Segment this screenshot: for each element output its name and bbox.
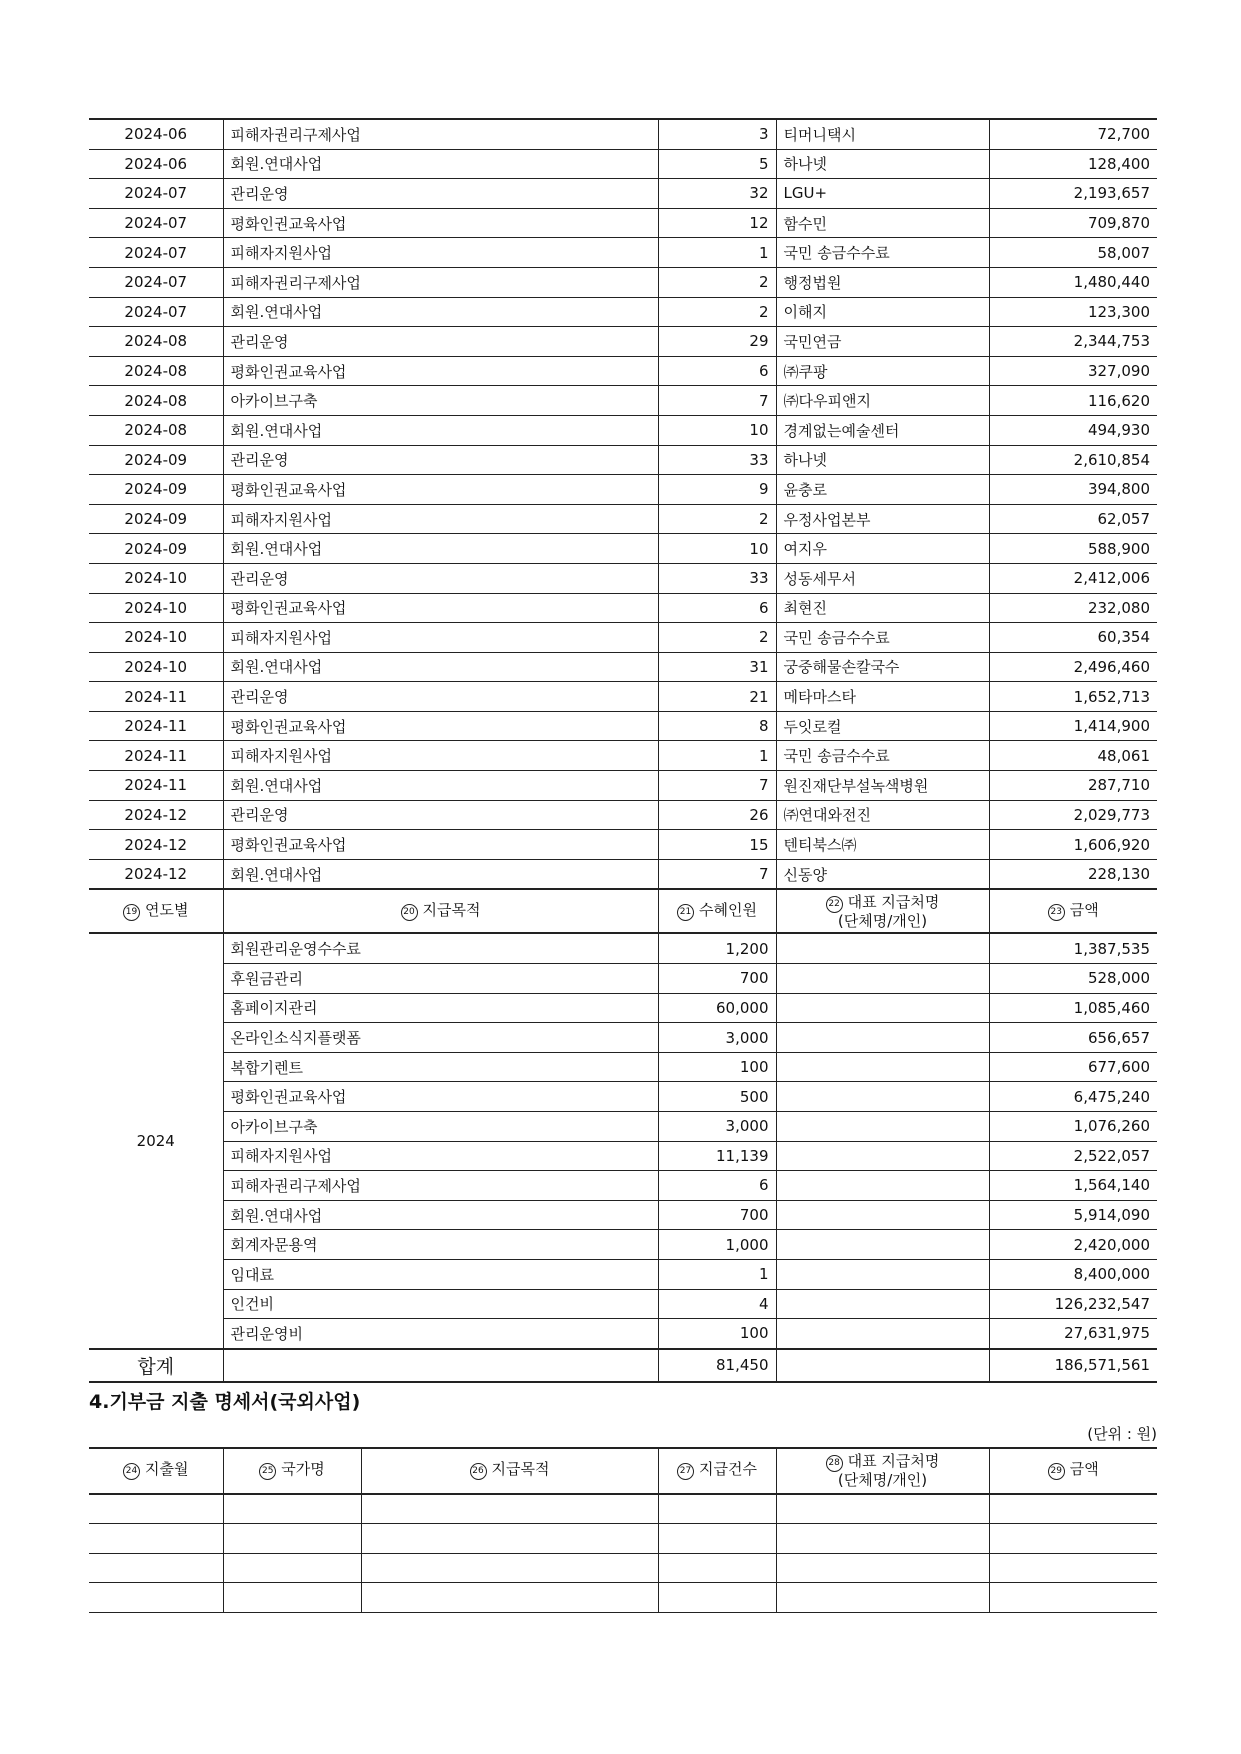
purpose-cell: 관리운영 [223,800,658,830]
payee-cell [776,1112,989,1142]
amount-cell: 287,710 [989,771,1157,801]
amount-cell: 1,387,535 [989,933,1157,963]
payee-cell: LGU+ [776,179,989,209]
payee-cell: 국민 송금수수료 [776,741,989,771]
circled-number-icon: 26 [470,1463,487,1480]
circled-number-icon: 28 [826,1455,843,1472]
table-row [89,1200,1157,1230]
empty-cell [989,1494,1157,1524]
purpose-cell: 관리운영 [223,563,658,593]
purpose-cell: 관리운영 [223,179,658,209]
purpose-cell: 피해자지원사업 [223,623,658,653]
table-row [89,682,1157,712]
empty-cell [776,1494,989,1524]
purpose-cell: 평화인권교육사업 [223,208,658,238]
amount-cell: 677,600 [989,1052,1157,1082]
header-cell: 25 국가명 [223,1448,361,1494]
table-row [89,771,1157,801]
empty-cell [89,1494,223,1524]
purpose-cell: 피해자지원사업 [223,504,658,534]
count-cell: 6 [658,593,776,623]
table-row [89,964,1157,994]
people-cell: 60,000 [658,993,776,1023]
payee-cell: 궁중해물손칼국수 [776,652,989,682]
purpose-cell: 아카이브구축 [223,386,658,416]
amount-cell: 5,914,090 [989,1200,1157,1230]
purpose-cell: 평화인권교육사업 [223,830,658,860]
header-cell: 27 지급건수 [658,1448,776,1494]
purpose-cell: 회원.연대사업 [223,534,658,564]
payee-cell [776,1023,989,1053]
payee-cell: ㈜쿠팡 [776,356,989,386]
people-cell: 1,200 [658,933,776,963]
table-row [89,1112,1157,1142]
count-cell: 29 [658,327,776,357]
month-cell: 2024-10 [89,593,223,623]
yearly-section [89,889,1157,933]
circled-number-icon: 29 [1048,1463,1065,1480]
payee-cell [776,1259,989,1289]
payee-cell: 하나넷 [776,149,989,179]
table-row [89,208,1157,238]
month-cell: 2024-10 [89,623,223,653]
empty-cell [361,1553,658,1583]
purpose-cell: 회원.연대사업 [223,415,658,445]
amount-cell: 588,900 [989,534,1157,564]
count-cell: 10 [658,415,776,445]
circled-number-icon: 22 [826,896,843,913]
count-cell: 7 [658,859,776,889]
payee-cell: 성동세무서 [776,563,989,593]
purpose-cell: 회원.연대사업 [223,297,658,327]
amount-cell: 232,080 [989,593,1157,623]
count-cell: 32 [658,179,776,209]
month-cell: 2024-06 [89,119,223,149]
purpose-cell: 회원.연대사업 [223,1200,658,1230]
payee-cell: 윤충로 [776,475,989,505]
empty-row [89,1524,1157,1554]
purpose-cell: 평화인권교육사업 [223,475,658,505]
table-row [89,534,1157,564]
amount-cell: 1,076,260 [989,1112,1157,1142]
circled-number-icon: 24 [123,1463,140,1480]
count-cell: 6 [658,356,776,386]
overseas-table [89,1447,1157,1613]
people-cell: 1,000 [658,1230,776,1260]
table-row [89,445,1157,475]
payee-cell [776,964,989,994]
month-cell: 2024-09 [89,475,223,505]
amount-cell: 1,652,713 [989,682,1157,712]
empty-cell [89,1524,223,1554]
amount-cell: 1,085,460 [989,993,1157,1023]
payee-cell: 신동양 [776,859,989,889]
payee-cell: 우정사업본부 [776,504,989,534]
month-cell: 2024-12 [89,830,223,860]
month-cell: 2024-11 [89,711,223,741]
expenditure-table [89,118,1157,1383]
empty-row [89,1583,1157,1613]
month-cell: 2024-08 [89,415,223,445]
overseas-header-row [89,1448,1157,1494]
header-beneficiaries: 21 수혜인원 [658,889,776,933]
payee-cell: 두잇로컬 [776,711,989,741]
table-row [89,623,1157,653]
amount-cell: 62,057 [989,504,1157,534]
amount-cell: 2,344,753 [989,327,1157,357]
amount-cell: 128,400 [989,149,1157,179]
people-cell: 500 [658,1082,776,1112]
amount-cell: 48,061 [989,741,1157,771]
count-cell: 15 [658,830,776,860]
purpose-cell: 회계자문용역 [223,1230,658,1260]
amount-cell: 2,496,460 [989,652,1157,682]
empty-cell [223,1524,361,1554]
payee-cell [776,1289,989,1319]
count-cell: 7 [658,771,776,801]
table-row [89,933,1157,963]
purpose-cell: 후원금관리 [223,964,658,994]
empty-cell [223,1494,361,1524]
amount-cell: 2,193,657 [989,179,1157,209]
month-cell: 2024-07 [89,179,223,209]
month-cell: 2024-08 [89,386,223,416]
payee-cell [776,1171,989,1201]
purpose-cell: 홈페이지관리 [223,993,658,1023]
count-cell: 33 [658,445,776,475]
count-cell: 5 [658,149,776,179]
payee-cell [776,1230,989,1260]
payee-cell: 국민연금 [776,327,989,357]
table-row [89,504,1157,534]
table-row [89,119,1157,149]
payee-cell: 티머니택시 [776,119,989,149]
table-row [89,1171,1157,1201]
amount-cell: 709,870 [989,208,1157,238]
table-row [89,1230,1157,1260]
purpose-cell: 피해자지원사업 [223,741,658,771]
empty-cell [361,1494,658,1524]
document-page [89,118,1157,1613]
amount-cell: 394,800 [989,475,1157,505]
header-cell: 24 지출월 [89,1448,223,1494]
payee-cell: ㈜연대와전진 [776,800,989,830]
circled-number-icon: 23 [1048,904,1065,921]
empty-cell [658,1583,776,1613]
empty-cell [658,1494,776,1524]
payee-cell [776,1319,989,1349]
circled-number-icon: 20 [401,904,418,921]
amount-cell: 126,232,547 [989,1289,1157,1319]
payee-cell: 원진재단부설녹색병원 [776,771,989,801]
section-title: 4.기부금 지출 명세서(국외사업) [89,1390,361,1413]
count-cell: 7 [658,386,776,416]
amount-cell: 6,475,240 [989,1082,1157,1112]
count-cell: 21 [658,682,776,712]
count-cell: 2 [658,297,776,327]
purpose-cell: 피해자지원사업 [223,1141,658,1171]
month-cell: 2024-06 [89,149,223,179]
table-row [89,993,1157,1023]
table-row [89,711,1157,741]
amount-cell: 1,414,900 [989,711,1157,741]
amount-cell: 2,420,000 [989,1230,1157,1260]
purpose-cell: 회원.연대사업 [223,149,658,179]
table-row [89,563,1157,593]
payee-cell: 메타마스타 [776,682,989,712]
count-cell: 1 [658,238,776,268]
table-row [89,327,1157,357]
amount-cell: 656,657 [989,1023,1157,1053]
table-row [89,415,1157,445]
empty-row [89,1494,1157,1524]
circled-number-icon: 25 [259,1463,276,1480]
month-cell: 2024-11 [89,682,223,712]
amount-cell: 2,029,773 [989,800,1157,830]
purpose-cell: 아카이브구축 [223,1112,658,1142]
purpose-cell: 평화인권교육사업 [223,1082,658,1112]
payee-cell: 텐티북스㈜ [776,830,989,860]
header-cell: 26 지급목적 [361,1448,658,1494]
amount-cell: 72,700 [989,119,1157,149]
table-row [89,1023,1157,1053]
amount-cell: 116,620 [989,386,1157,416]
empty-cell [89,1553,223,1583]
payee-cell: 최현진 [776,593,989,623]
count-cell: 26 [658,800,776,830]
purpose-cell: 회원.연대사업 [223,652,658,682]
yearly-rows [89,933,1157,1348]
people-cell: 6 [658,1171,776,1201]
table-row [89,741,1157,771]
purpose-cell: 회원.연대사업 [223,859,658,889]
payee-cell [776,1082,989,1112]
table-row [89,238,1157,268]
purpose-cell: 복합기렌트 [223,1052,658,1082]
people-cell: 4 [658,1289,776,1319]
header-cell: 28 대표 지급처명 (단체명/개인) [776,1448,989,1494]
purpose-cell: 피해자권리구제사업 [223,267,658,297]
month-cell: 2024-07 [89,297,223,327]
empty-cell [658,1553,776,1583]
circled-number-icon: 27 [677,1463,694,1480]
month-cell: 2024-12 [89,800,223,830]
empty-cell [89,1583,223,1613]
circled-number-icon: 19 [123,904,140,921]
table-row [89,475,1157,505]
payee-cell: 행정법원 [776,267,989,297]
purpose-cell: 관리운영 [223,682,658,712]
table-row [89,1319,1157,1349]
month-cell: 2024-10 [89,563,223,593]
count-cell: 8 [658,711,776,741]
purpose-cell: 관리운영 [223,445,658,475]
amount-cell: 1,606,920 [989,830,1157,860]
purpose-cell: 평화인권교육사업 [223,593,658,623]
amount-cell: 327,090 [989,356,1157,386]
people-cell: 100 [658,1319,776,1349]
people-cell: 100 [658,1052,776,1082]
month-cell: 2024-09 [89,445,223,475]
payee-cell: 여지우 [776,534,989,564]
header-year: 19 연도별 [89,889,223,933]
purpose-cell: 평화인권교육사업 [223,711,658,741]
payee-cell: 이해지 [776,297,989,327]
empty-cell [361,1524,658,1554]
people-cell: 700 [658,1200,776,1230]
amount-cell: 494,930 [989,415,1157,445]
table-row [89,1082,1157,1112]
month-cell: 2024-07 [89,267,223,297]
payee-cell: ㈜다우피앤지 [776,386,989,416]
total-label: 합계 [89,1349,223,1382]
table-row [89,1289,1157,1319]
amount-cell: 228,130 [989,859,1157,889]
purpose-cell: 피해자지원사업 [223,238,658,268]
amount-cell: 8,400,000 [989,1259,1157,1289]
amount-cell: 123,300 [989,297,1157,327]
header-amount: 23 금액 [989,889,1157,933]
count-cell: 10 [658,534,776,564]
table-row [89,652,1157,682]
yearly-header-row [89,889,1157,933]
table-row [89,1052,1157,1082]
month-cell: 2024-08 [89,327,223,357]
total-row [89,1349,1157,1382]
count-cell: 12 [658,208,776,238]
purpose-cell: 회원.연대사업 [223,771,658,801]
table-row [89,830,1157,860]
count-cell: 3 [658,119,776,149]
table-row [89,149,1157,179]
count-cell: 2 [658,623,776,653]
month-cell: 2024-11 [89,741,223,771]
amount-cell: 2,522,057 [989,1141,1157,1171]
month-cell: 2024-12 [89,859,223,889]
people-cell: 1 [658,1259,776,1289]
amount-cell: 27,631,975 [989,1319,1157,1349]
count-cell: 33 [658,563,776,593]
header-cell: 29 금액 [989,1448,1157,1494]
payee-cell [776,993,989,1023]
header-purpose: 20 지급목적 [223,889,658,933]
amount-cell: 1,564,140 [989,1171,1157,1201]
purpose-cell: 평화인권교육사업 [223,356,658,386]
count-cell: 31 [658,652,776,682]
empty-cell [776,1553,989,1583]
amount-cell: 60,354 [989,623,1157,653]
month-cell: 2024-09 [89,504,223,534]
people-cell: 700 [658,964,776,994]
table-row [89,859,1157,889]
amount-cell: 1,480,440 [989,267,1157,297]
empty-cell [989,1524,1157,1554]
empty-cell [989,1583,1157,1613]
count-cell: 2 [658,504,776,534]
purpose-cell: 온라인소식지플랫폼 [223,1023,658,1053]
amount-cell: 528,000 [989,964,1157,994]
count-cell: 2 [658,267,776,297]
month-cell: 2024-08 [89,356,223,386]
people-cell: 11,139 [658,1141,776,1171]
payee-cell: 국민 송금수수료 [776,623,989,653]
table-row [89,297,1157,327]
table-row [89,267,1157,297]
purpose-cell: 관리운영비 [223,1319,658,1349]
payee-cell: 경계없는예술센터 [776,415,989,445]
purpose-cell: 회원관리운영수수료 [223,933,658,963]
amount-cell: 2,610,854 [989,445,1157,475]
people-cell: 3,000 [658,1112,776,1142]
table-row [89,800,1157,830]
amount-cell: 2,412,006 [989,563,1157,593]
table-row [89,1141,1157,1171]
payee-cell: 함수민 [776,208,989,238]
month-cell: 2024-11 [89,771,223,801]
payee-cell [776,1052,989,1082]
year-cell: 2024 [89,933,223,1348]
total-people: 81,450 [658,1349,776,1382]
total-amount: 186,571,561 [989,1349,1157,1382]
month-cell: 2024-09 [89,534,223,564]
count-cell: 9 [658,475,776,505]
payee-cell [776,1200,989,1230]
people-cell: 3,000 [658,1023,776,1053]
table-row [89,356,1157,386]
empty-cell [361,1583,658,1613]
empty-cell [776,1524,989,1554]
empty-row [89,1553,1157,1583]
empty-cell [223,1553,361,1583]
empty-cell [223,1583,361,1613]
count-cell: 1 [658,741,776,771]
monthly-rows [89,119,1157,889]
payee-cell: 국민 송금수수료 [776,238,989,268]
empty-cell [658,1524,776,1554]
amount-cell: 58,007 [989,238,1157,268]
table-row [89,386,1157,416]
unit-label: (단위 : 원) [1087,1424,1157,1443]
month-cell: 2024-07 [89,208,223,238]
table-row [89,593,1157,623]
table-row [89,179,1157,209]
month-cell: 2024-07 [89,238,223,268]
empty-cell [989,1553,1157,1583]
circled-number-icon: 21 [677,904,694,921]
payee-cell: 하나넷 [776,445,989,475]
header-payee: 22 대표 지급처명 (단체명/개인) [776,889,989,933]
purpose-cell: 임대료 [223,1259,658,1289]
payee-cell [776,933,989,963]
purpose-cell: 피해자권리구제사업 [223,119,658,149]
empty-cell [776,1583,989,1613]
table-row [89,1259,1157,1289]
purpose-cell: 관리운영 [223,327,658,357]
purpose-cell: 피해자권리구제사업 [223,1171,658,1201]
month-cell: 2024-10 [89,652,223,682]
purpose-cell: 인건비 [223,1289,658,1319]
payee-cell [776,1141,989,1171]
